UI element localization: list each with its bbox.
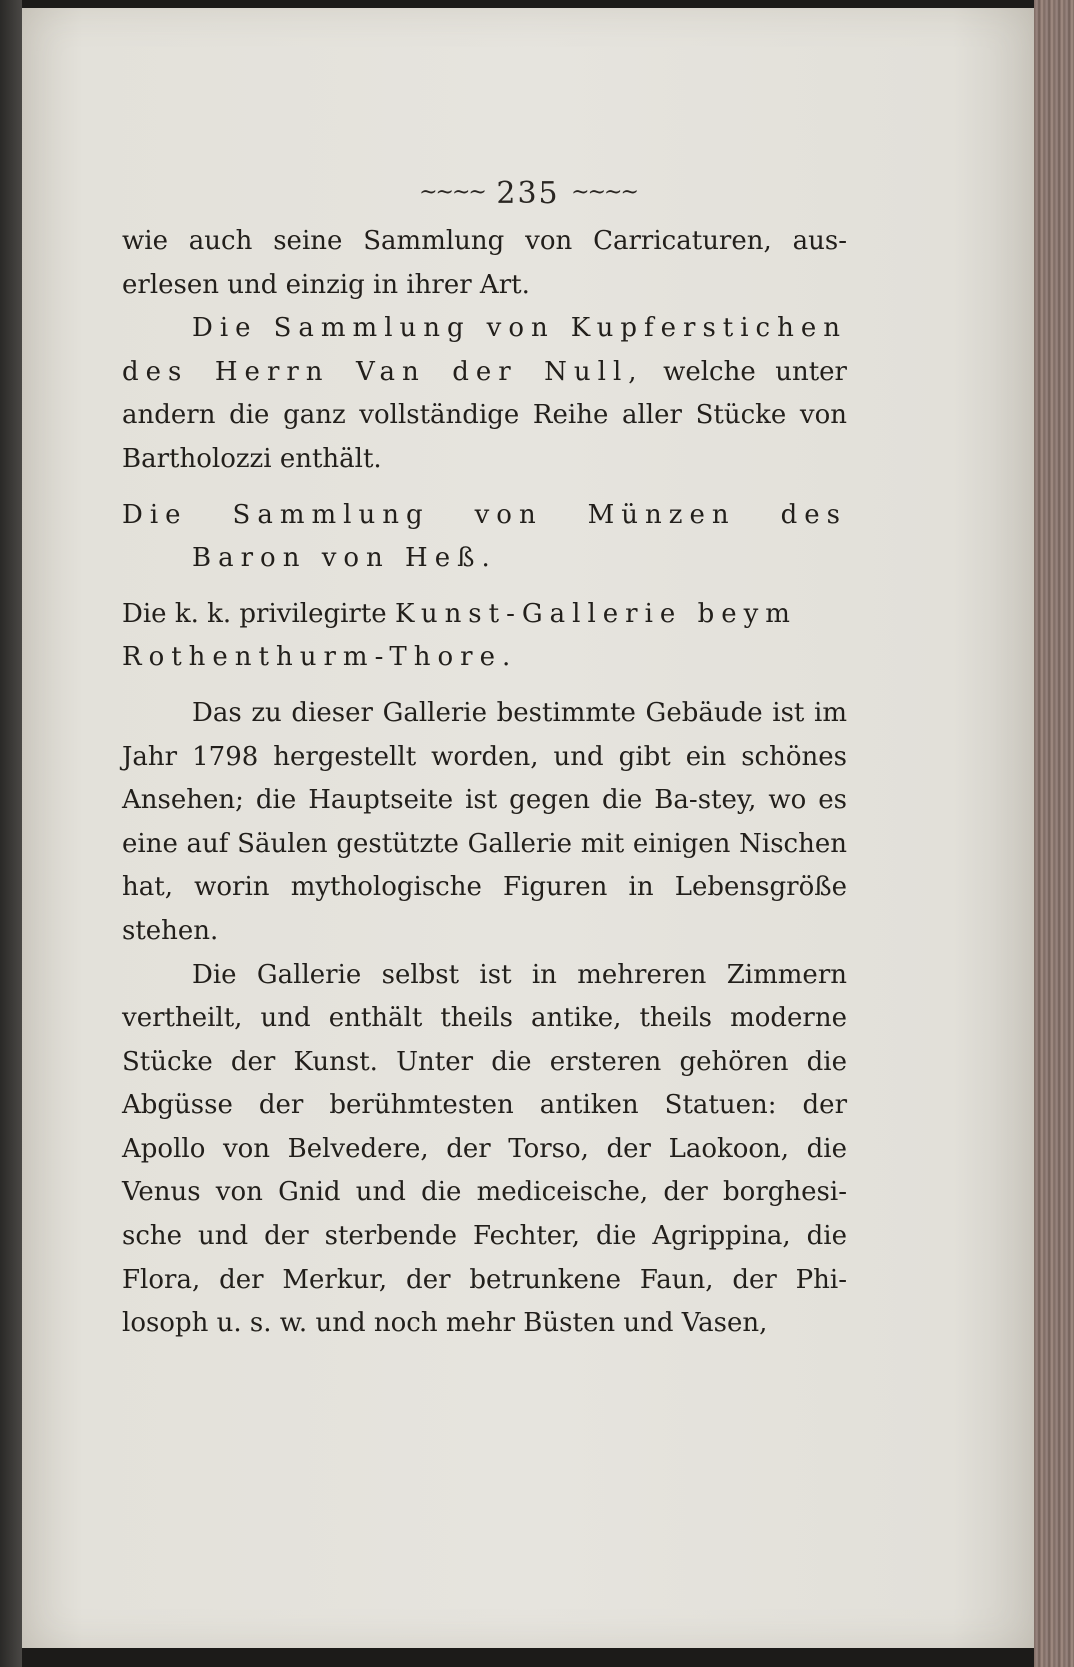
paragraph-caricatures: wie auch seine Sammlung von Carricaturen, aus-erlesen und einzig in ihrer Art. — [122, 226, 847, 300]
page-body — [122, 220, 847, 1346]
page-sheet — [22, 8, 1034, 1648]
heading-art-gallery — [122, 593, 847, 680]
paragraph-engravings — [122, 307, 847, 481]
page-number: 235 — [496, 176, 560, 211]
heading-coins: Die Sammlung von Münzen des Baron von Heß. — [122, 499, 847, 574]
heading-art-gallery-c: Rothenthurm-Thore. — [122, 642, 518, 673]
binding-shadow — [0, 0, 22, 1667]
engravings-title: Die Sammlung von Kupferstichen des Herrn Van der Null, — [122, 313, 847, 387]
heading-art-gallery-a: Die k. k. privilegirte — [122, 598, 395, 629]
header-ornament-left: ~~~~ — [419, 180, 485, 205]
heading-art-gallery-b: Kunst-Gallerie beym — [394, 598, 797, 629]
page-edges — [1034, 0, 1074, 1667]
paragraph-gallery-contents: Die Gallerie selbst ist in mehreren Zimmern vertheilt, und enthält theils antike, theils moderne Stücke der Kunst. Unter die ersteren gehören die Abgüsse der berühmtesten antiken Statuen: der Apollo von Belvedere, der Torso, der Laokoon, die Venus von Gnid und die mediceische, der borghesi-sche und der sterbende Fechter, die Agrippina, die Flora, der Merkur, der betrunkene Faun, der Phi-losoph u. s. w. und noch mehr Büsten und Vasen, — [122, 959, 847, 1339]
header-ornament-right: ~~~~ — [571, 180, 637, 205]
engravings-text: welche unter andern die ganz vollständige Reihe aller Stücke von Bartholozzi enthält. — [122, 356, 847, 474]
page-header — [22, 176, 1034, 211]
paragraph-building: Das zu dieser Gallerie bestimmte Gebäude ist im Jahr 1798 hergestellt worden, und gibt ein schönes Ansehen; die Hauptseite ist gegen die Ba-stey, wo es eine auf Säulen gestützte Gallerie mit einigen Nischen hat, worin mythologische Figuren in Lebensgröße stehen. — [122, 697, 847, 946]
